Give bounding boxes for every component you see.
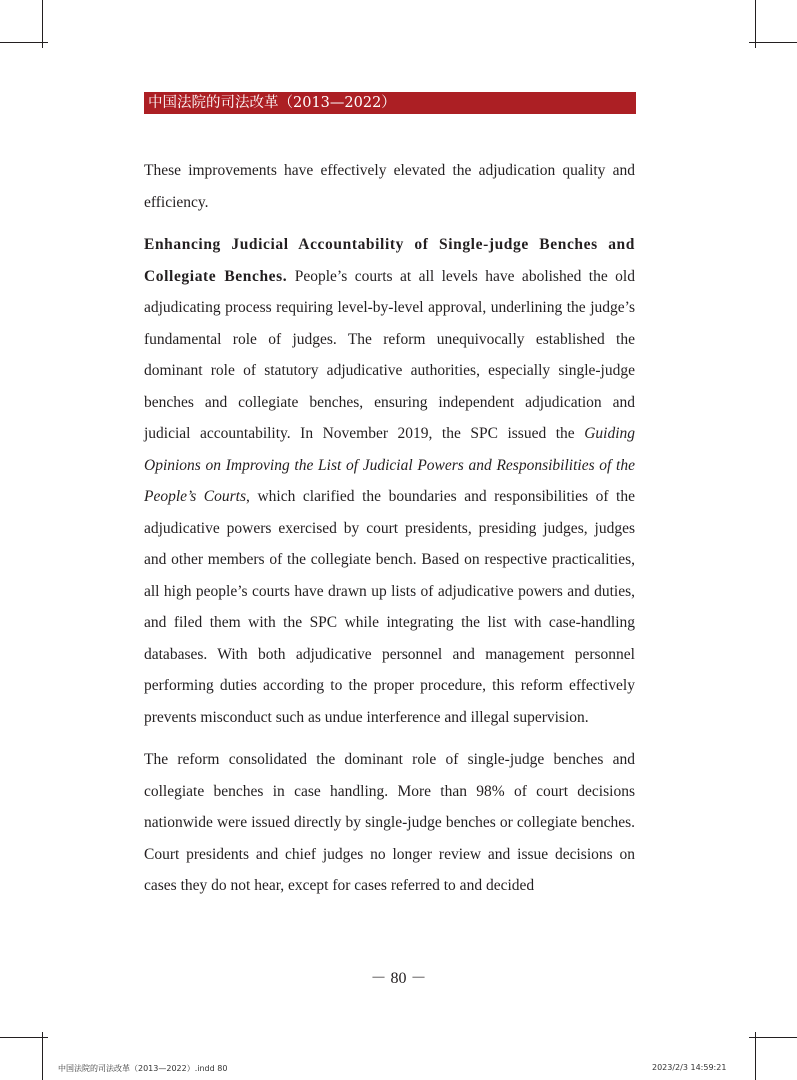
crop-mark — [749, 1037, 797, 1038]
paragraph-text: , which clarified the boundaries and responsibilities of the adjudicative powers exercised by court presidents, presiding judges, judges and other members of the collegiate bench. Based on respective practicalities, all high people’s courts have drawn up lists of adjudicative powers and duties, and filed them with the SPC while integrating the list with case-handling databases. With both adjudicative personnel and management personnel performing duties according to the proper procedure, this reform effectively prevents misconduct such as undue interference and illegal supervision. — [144, 488, 635, 726]
footer-timestamp: 2023/2/3 14:59:21 — [652, 1063, 727, 1072]
crop-mark — [0, 1037, 48, 1038]
footer-file-name: 中国法院的司法改革（2013—2022）.indd 80 — [58, 1064, 228, 1073]
paragraph-lead-heading: Enhancing Judicial Accountability of Single-judge Benches and Collegiate Benches. — [144, 236, 635, 285]
paragraph — [144, 155, 635, 218]
crop-mark — [749, 42, 797, 43]
crop-mark — [42, 0, 43, 48]
crop-mark — [755, 0, 756, 48]
crop-mark — [755, 1032, 756, 1080]
paragraph — [144, 229, 635, 733]
paragraph — [144, 744, 635, 902]
paragraph-text: People’s courts at all levels have abolished the old adjudicating process requiring level-by-level approval, underlining the judge’s fundamental role of judges. The reform unequivocally established the dominant role of statutory adjudicative authorities, especially single-judge benches and collegiate benches, ensuring independent adjudication and judicial accountability. In November 2019, the SPC issued the — [144, 267, 635, 442]
crop-mark — [42, 1032, 43, 1080]
paragraph-text: The reform consolidated the dominant role of single-judge benches and collegiate benches in case handling. More than 98% of court decisions nationwide were issued directly by single-judge benches or collegiate benches. Court presidents and chief judges no longer review and issue decisions on cases they do not hear, except for cases referred to and decided — [144, 751, 635, 894]
body-text — [144, 155, 635, 913]
running-header — [144, 92, 636, 114]
crop-mark — [0, 42, 48, 43]
running-header-title: 中国法院的司法改革（2013—2022） — [148, 95, 396, 111]
page-number: － 80 － — [370, 970, 427, 987]
document-title-italic: Guiding Opinions on Improving the List of Judicial Powers and Responsibilities of the People’s Courts — [144, 425, 635, 505]
paragraph-text: These improvements have effectively elevated the adjudication quality and efficiency. — [144, 162, 635, 211]
